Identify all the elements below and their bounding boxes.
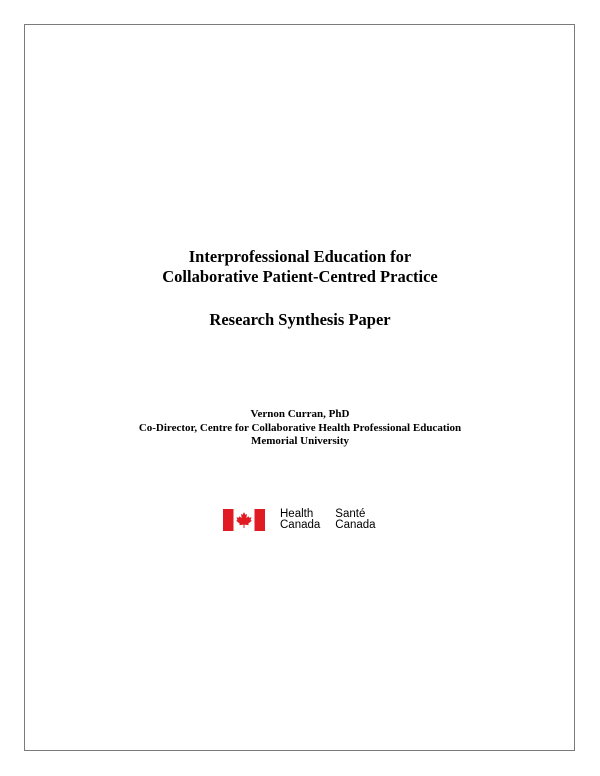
wordmark-french: [335, 509, 375, 532]
wordmark-canada-en: Canada: [280, 519, 321, 531]
wordmark-canada-fr: Canada: [335, 519, 376, 531]
canada-flag-icon: [223, 509, 265, 531]
wordmark-health: Health: [280, 507, 314, 520]
author-institution: Memorial University: [250, 435, 350, 447]
author-block: [0, 408, 600, 449]
page-frame: [24, 24, 575, 751]
document-subtitle: Research Synthesis Paper: [209, 310, 391, 329]
wordmark-english: [280, 509, 320, 532]
title-line-2: Collaborative Patient-Centred Practice: [162, 267, 438, 286]
document-title: [0, 247, 600, 287]
health-canada-logo: [223, 508, 376, 532]
health-canada-wordmark: [280, 509, 376, 532]
wordmark-sante: Santé: [335, 507, 366, 520]
author-name: Vernon Curran, PhD: [250, 408, 350, 420]
title-line-1: Interprofessional Education for: [188, 247, 412, 266]
author-role: Co-Director, Centre for Collaborative Health Professional Education: [138, 421, 462, 434]
